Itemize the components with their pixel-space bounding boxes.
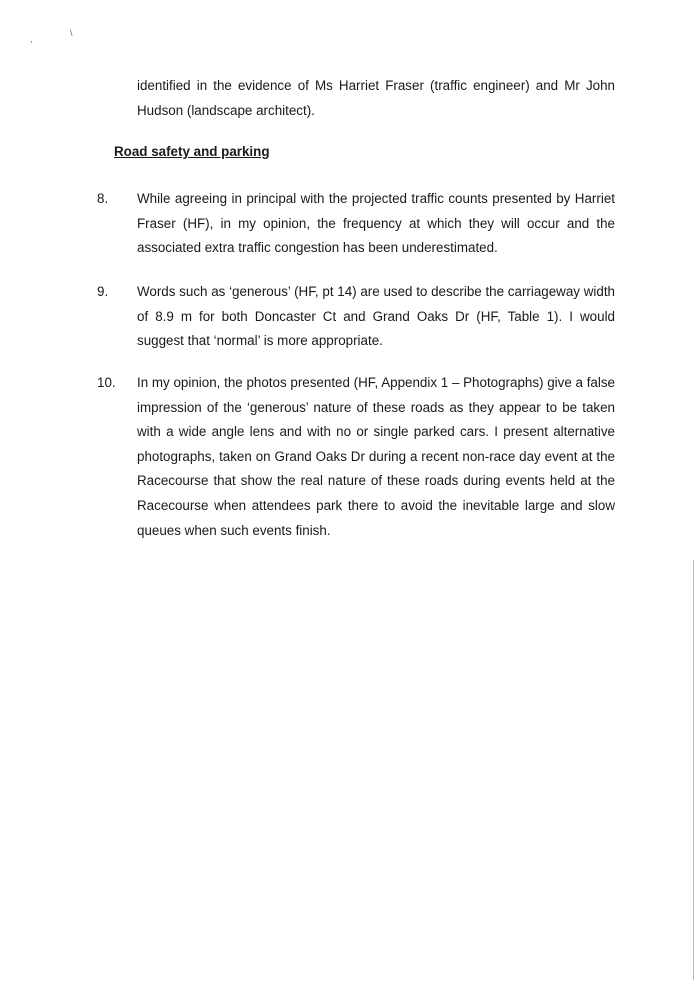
intro-paragraph: identified in the evidence of Ms Harriet Fraser (traffic engineer) and Mr John Hudson (landscape architect). [137,78,615,118]
item-number: 10. [97,375,116,390]
item-number: 8. [97,191,109,206]
section-heading: Road safety and parking [114,144,270,159]
item-number: 9. [97,284,109,299]
item-text: While agreeing in principal with the projected traffic counts presented by Harriet Fraser (HF), in my opinion, the frequency at which they will occur and the associated extra traffic congestion has been underestimated. [137,191,615,256]
item-text: In my opinion, the photos presented (HF, Appendix 1 – Photographs) give a false impression of the ‘generous’ nature of these roads as they appear to be taken with a wide angle lens and with no or single parked cars. I present alternative photographs, taken on Grand Oaks Dr during a recent non-race day event at the Racecourse that show the real nature of these roads during events held at the Racecourse when attendees park there to avoid the inevitable large and slow queues when such events finish. [137,375,615,538]
scan-artifact-mark: \ [70,28,73,38]
scan-artifact-mark: , [30,34,33,44]
item-text: Words such as ‘generous’ (HF, pt 14) are used to describe the carriageway width of 8.9 m for both Doncaster Ct and Grand Oaks Dr (HF, Table 1). I would suggest that ‘normal’ is more appropriate. [137,284,615,349]
